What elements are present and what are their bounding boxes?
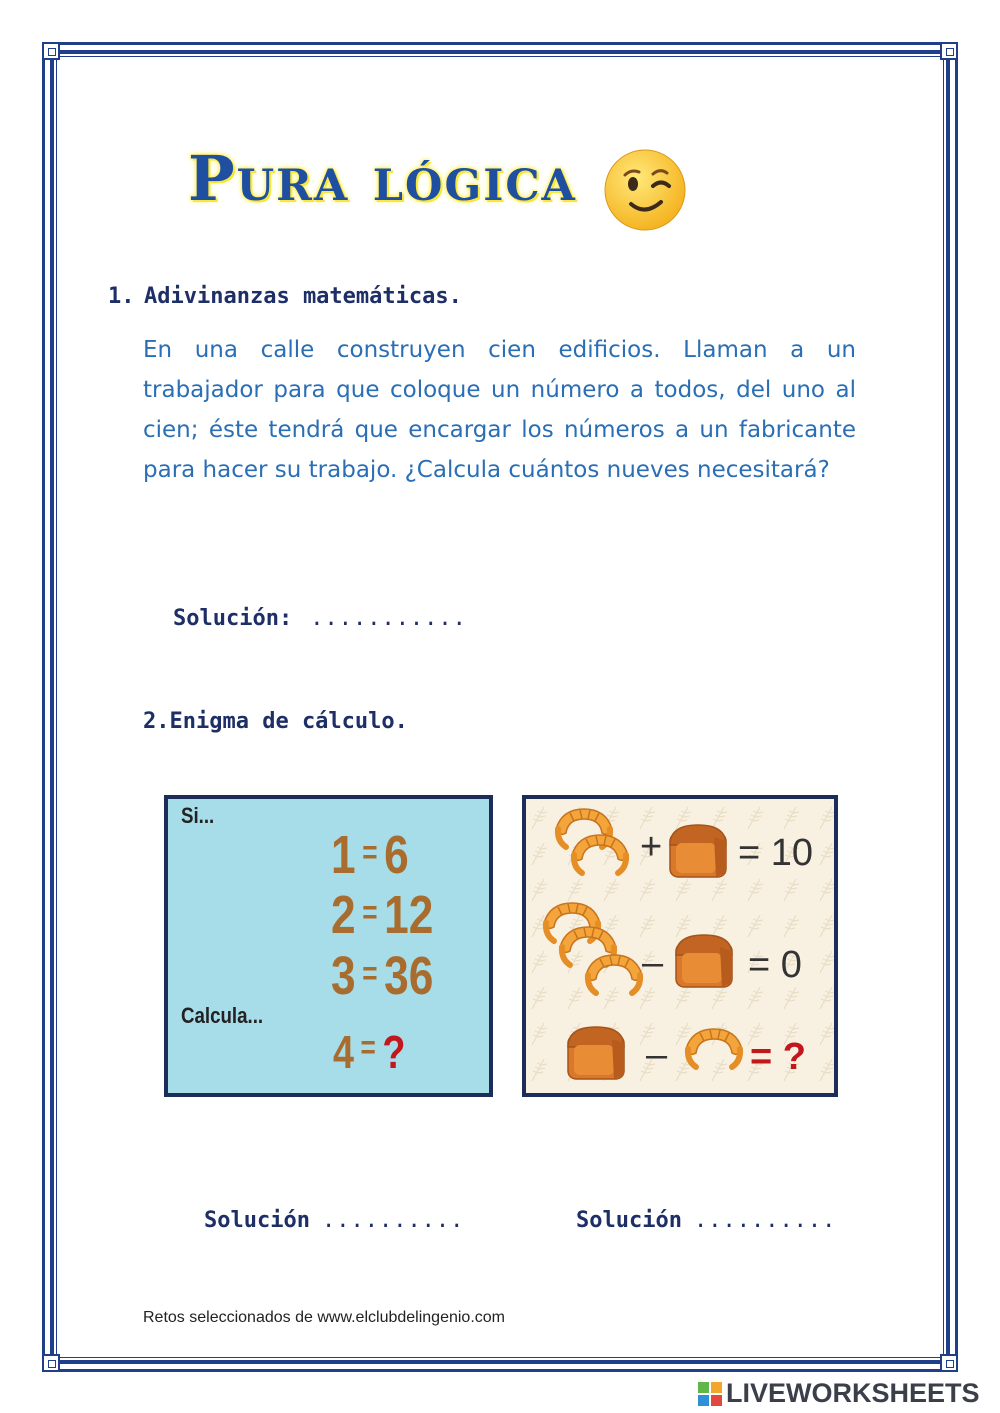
solution-3-label: Solución: [576, 1208, 682, 1233]
row1-operator: +: [640, 826, 663, 868]
corner-ornament: [940, 1354, 958, 1372]
brand-name: LIVEWORKSHEETS: [726, 1378, 980, 1408]
question-1-text: En una calle construyen cien edificios. Llaman a un trabajador para que coloque un número a todos, del uno al cien; éste tendrá que encargar los números a un fabricante para hacer su trabajo. ¿Calcula cuántos nueves necesitará?: [143, 337, 856, 483]
question-1-number: 1.: [108, 284, 135, 309]
equation-lhs: 1: [331, 825, 356, 885]
question-2-heading: 2.Enigma de cálculo.: [143, 709, 408, 734]
page-title: Pura lógica: [188, 142, 577, 215]
bread-loaf-icon: [568, 1027, 624, 1079]
question-1-heading: Adivinanzas matemáticas.: [144, 284, 462, 309]
row2-result: = 0: [748, 944, 802, 986]
bread-loaf-icon: [676, 935, 732, 987]
equation-lhs: 3: [331, 946, 356, 1006]
equation-op: =: [360, 1029, 376, 1065]
equation-question-mark: ?: [382, 1026, 406, 1078]
row3-result: = ?: [750, 1036, 806, 1078]
solution-1: [173, 606, 467, 631]
row1-result: = 10: [738, 832, 814, 874]
equation-row: [331, 824, 409, 886]
corner-ornament: [940, 42, 958, 60]
corner-ornament: [42, 42, 60, 60]
equation-row: [331, 884, 433, 946]
puzzle-intro-label: Si...: [181, 803, 215, 828]
source-credit: Retos seleccionados de www.elclubdelingenio.com: [143, 1309, 505, 1326]
page-border-line: [56, 56, 944, 1358]
liveworksheets-logo-icon: [698, 1382, 722, 1406]
bakery-puzzle-illustration: [526, 799, 834, 1093]
equation-rhs: 36: [384, 946, 434, 1006]
solution-1-answer-blank[interactable]: ...........: [310, 606, 467, 631]
equation-rhs: 12: [384, 885, 434, 945]
solution-2-answer-blank[interactable]: ..........: [321, 1208, 465, 1233]
number-puzzle-box: [164, 795, 493, 1097]
row3-operator: –: [646, 1034, 668, 1076]
equation-row: [333, 1025, 405, 1079]
equation-op: =: [362, 834, 378, 870]
equation-op: =: [362, 894, 378, 930]
puzzle-calc-label: Calcula...: [181, 1003, 264, 1028]
equation-lhs: 2: [331, 885, 356, 945]
equation-op: =: [362, 955, 378, 991]
solution-3-answer-blank[interactable]: ..........: [693, 1208, 837, 1233]
winking-face-emoji-icon: [603, 148, 687, 232]
solution-2: [204, 1208, 464, 1233]
bakery-puzzle-box: [522, 795, 838, 1097]
equation-row: [331, 945, 433, 1007]
equation-rhs: 6: [384, 825, 409, 885]
row2-operator: –: [642, 942, 664, 984]
solution-2-label: Solución: [204, 1208, 310, 1233]
equation-lhs: 4: [333, 1026, 354, 1078]
solution-1-label: Solución:: [173, 606, 293, 631]
corner-ornament: [42, 1354, 60, 1372]
solution-3: [576, 1208, 836, 1233]
bread-loaf-icon: [670, 825, 726, 877]
